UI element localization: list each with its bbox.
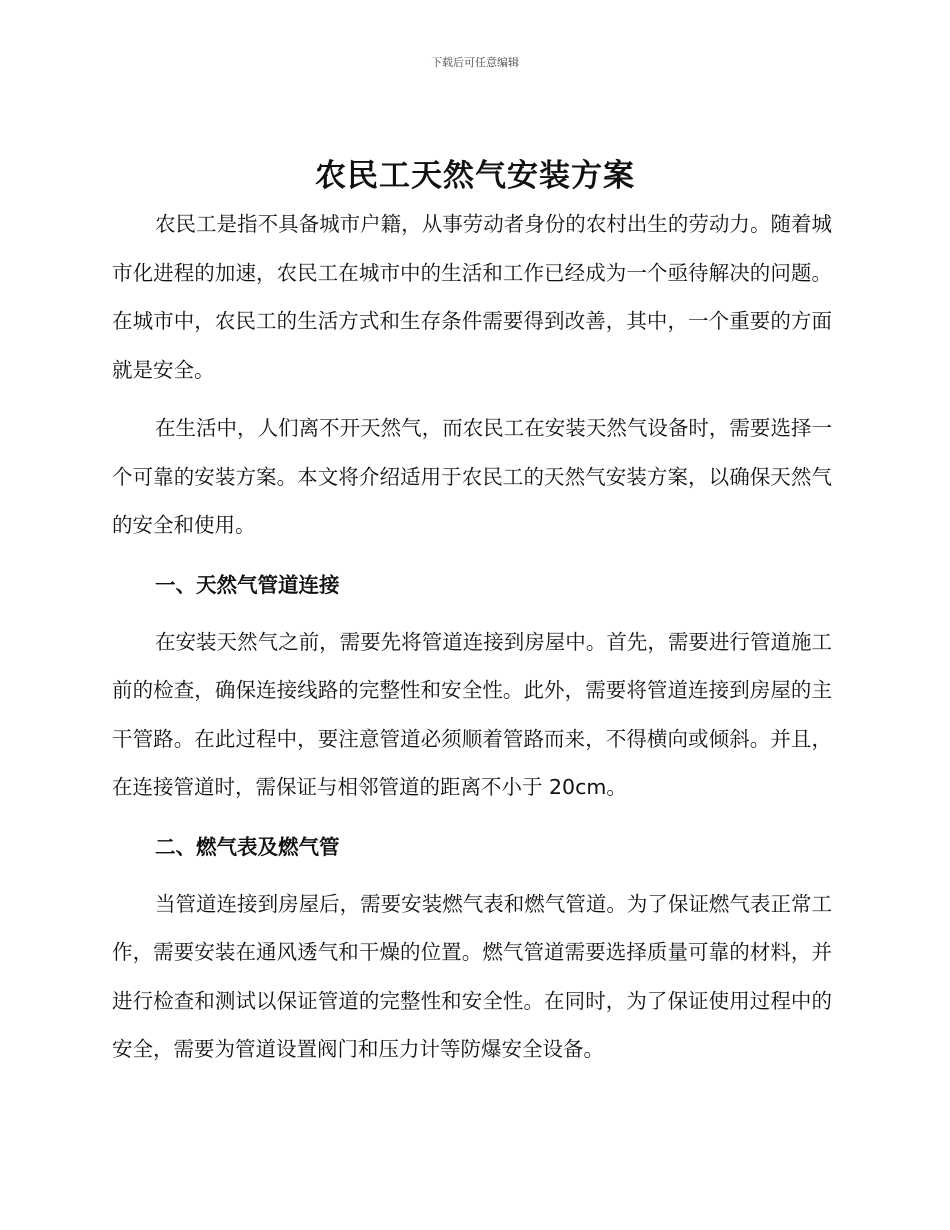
intro-paragraph-2: 在生活中，人们离不开天然气，而农民工在安装天然气设备时，需要选择一个可靠的安装方案。本文将介绍适用于农民工的天然气安装方案，以确保天然气的安全和使用。: [112, 416, 832, 537]
document-title: 农民工天然气安装方案: [315, 158, 635, 194]
section-1-paragraph: 在安装天然气之前，需要先将管道连接到房屋中。首先，需要进行管道施工前的检查，确保连接线路的完整性和安全性。此外，需要将管道连接到房屋的主干管路。在此过程中，要注意管道必须顺着管路而来，不得横向或倾斜。并且，在连接管道时，需保证与相邻管道的距离不小于 20cm。: [112, 629, 832, 799]
section-heading-1: 一、天然气管道连接: [155, 572, 340, 597]
section-heading-2: 二、燃气表及燃气管: [155, 834, 340, 859]
section-2-paragraph: 当管道连接到房屋后，需要安装燃气表和燃气管道。为了保证燃气表正常工作，需要安装在通风透气和干燥的位置。燃气管道需要选择质量可靠的材料，并进行检查和测试以保证管道的完整性和安全性。在同时，为了保证使用过程中的安全，需要为管道设置阀门和压力计等防爆安全设备。: [112, 891, 832, 1061]
header-note: 下载后可任意编辑: [431, 56, 519, 69]
document-body: [112, 200, 832, 1084]
intro-paragraph-1: 农民工是指不具备城市户籍，从事劳动者身份的农村出生的劳动力。随着城市化进程的加速，农民工在城市中的生活和工作已经成为一个亟待解决的问题。在城市中，农民工的生活方式和生存条件需要得到改善，其中，一个重要的方面就是安全。: [112, 212, 832, 382]
